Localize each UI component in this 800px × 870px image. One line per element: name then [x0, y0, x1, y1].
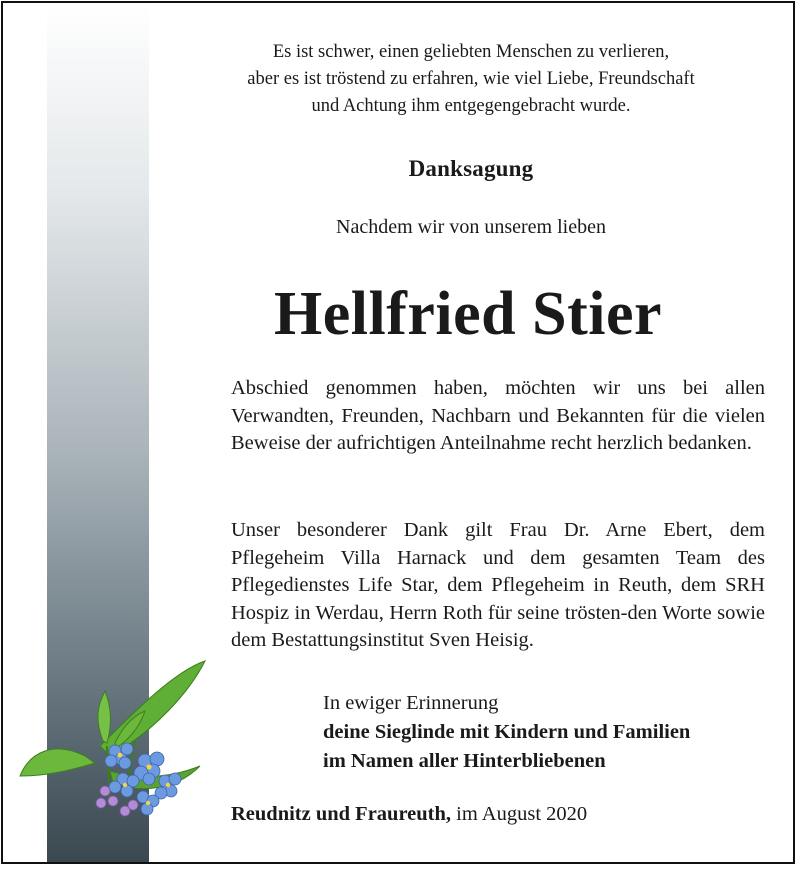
forget-me-not-flower-icon — [15, 651, 215, 826]
opening-quote — [149, 39, 793, 120]
quote-line-2: aber es ist tröstend zu erfahren, wie viel Liebe, Freundschaft — [247, 69, 695, 89]
signature-line-1: In ewiger Erinnerung — [323, 692, 499, 714]
signature-line-3: im Namen aller Hinterbliebenen — [323, 750, 606, 772]
heading: Danksagung — [408, 156, 534, 181]
intro-line: Nachdem wir von unserem lieben — [336, 216, 606, 238]
place-date: im August 2020 — [451, 803, 588, 825]
thanks-paragraph-1: Abschied genommen haben, möchten wir uns bei allen Verwandten, Freunden, Nachbarn und Bekannten für die vielen Beweise der aufrichtigen Anteilnahme recht herzlich bedanken. — [231, 377, 765, 454]
place-and-date — [231, 803, 587, 826]
place-location: Reudnitz und Fraureuth, — [231, 803, 452, 825]
thanks-paragraph-2: Unser besonderer Dank gilt Frau Dr. Arne Ebert, dem Pflegeheim Villa Harnack und dem gesamten Team des Pflegedienstes Life Star, dem Pflegeheim in Reuth, dem SRH Hospiz in Werdau, Herrn Roth für seine trösten-den Worte sowie dem Bestattungsinstitut Sven Heisig. — [231, 519, 765, 651]
signature-block — [323, 689, 690, 776]
deceased-name: Hellfried Stier — [274, 280, 662, 348]
obituary-card — [1, 1, 795, 864]
signature-line-2: deine Sieglinde mit Kindern und Familien — [323, 721, 691, 743]
quote-line-1: Es ist schwer, einen geliebten Menschen zu verlieren, — [272, 42, 670, 62]
quote-line-3: und Achtung ihm entgegengebracht wurde. — [311, 96, 631, 116]
